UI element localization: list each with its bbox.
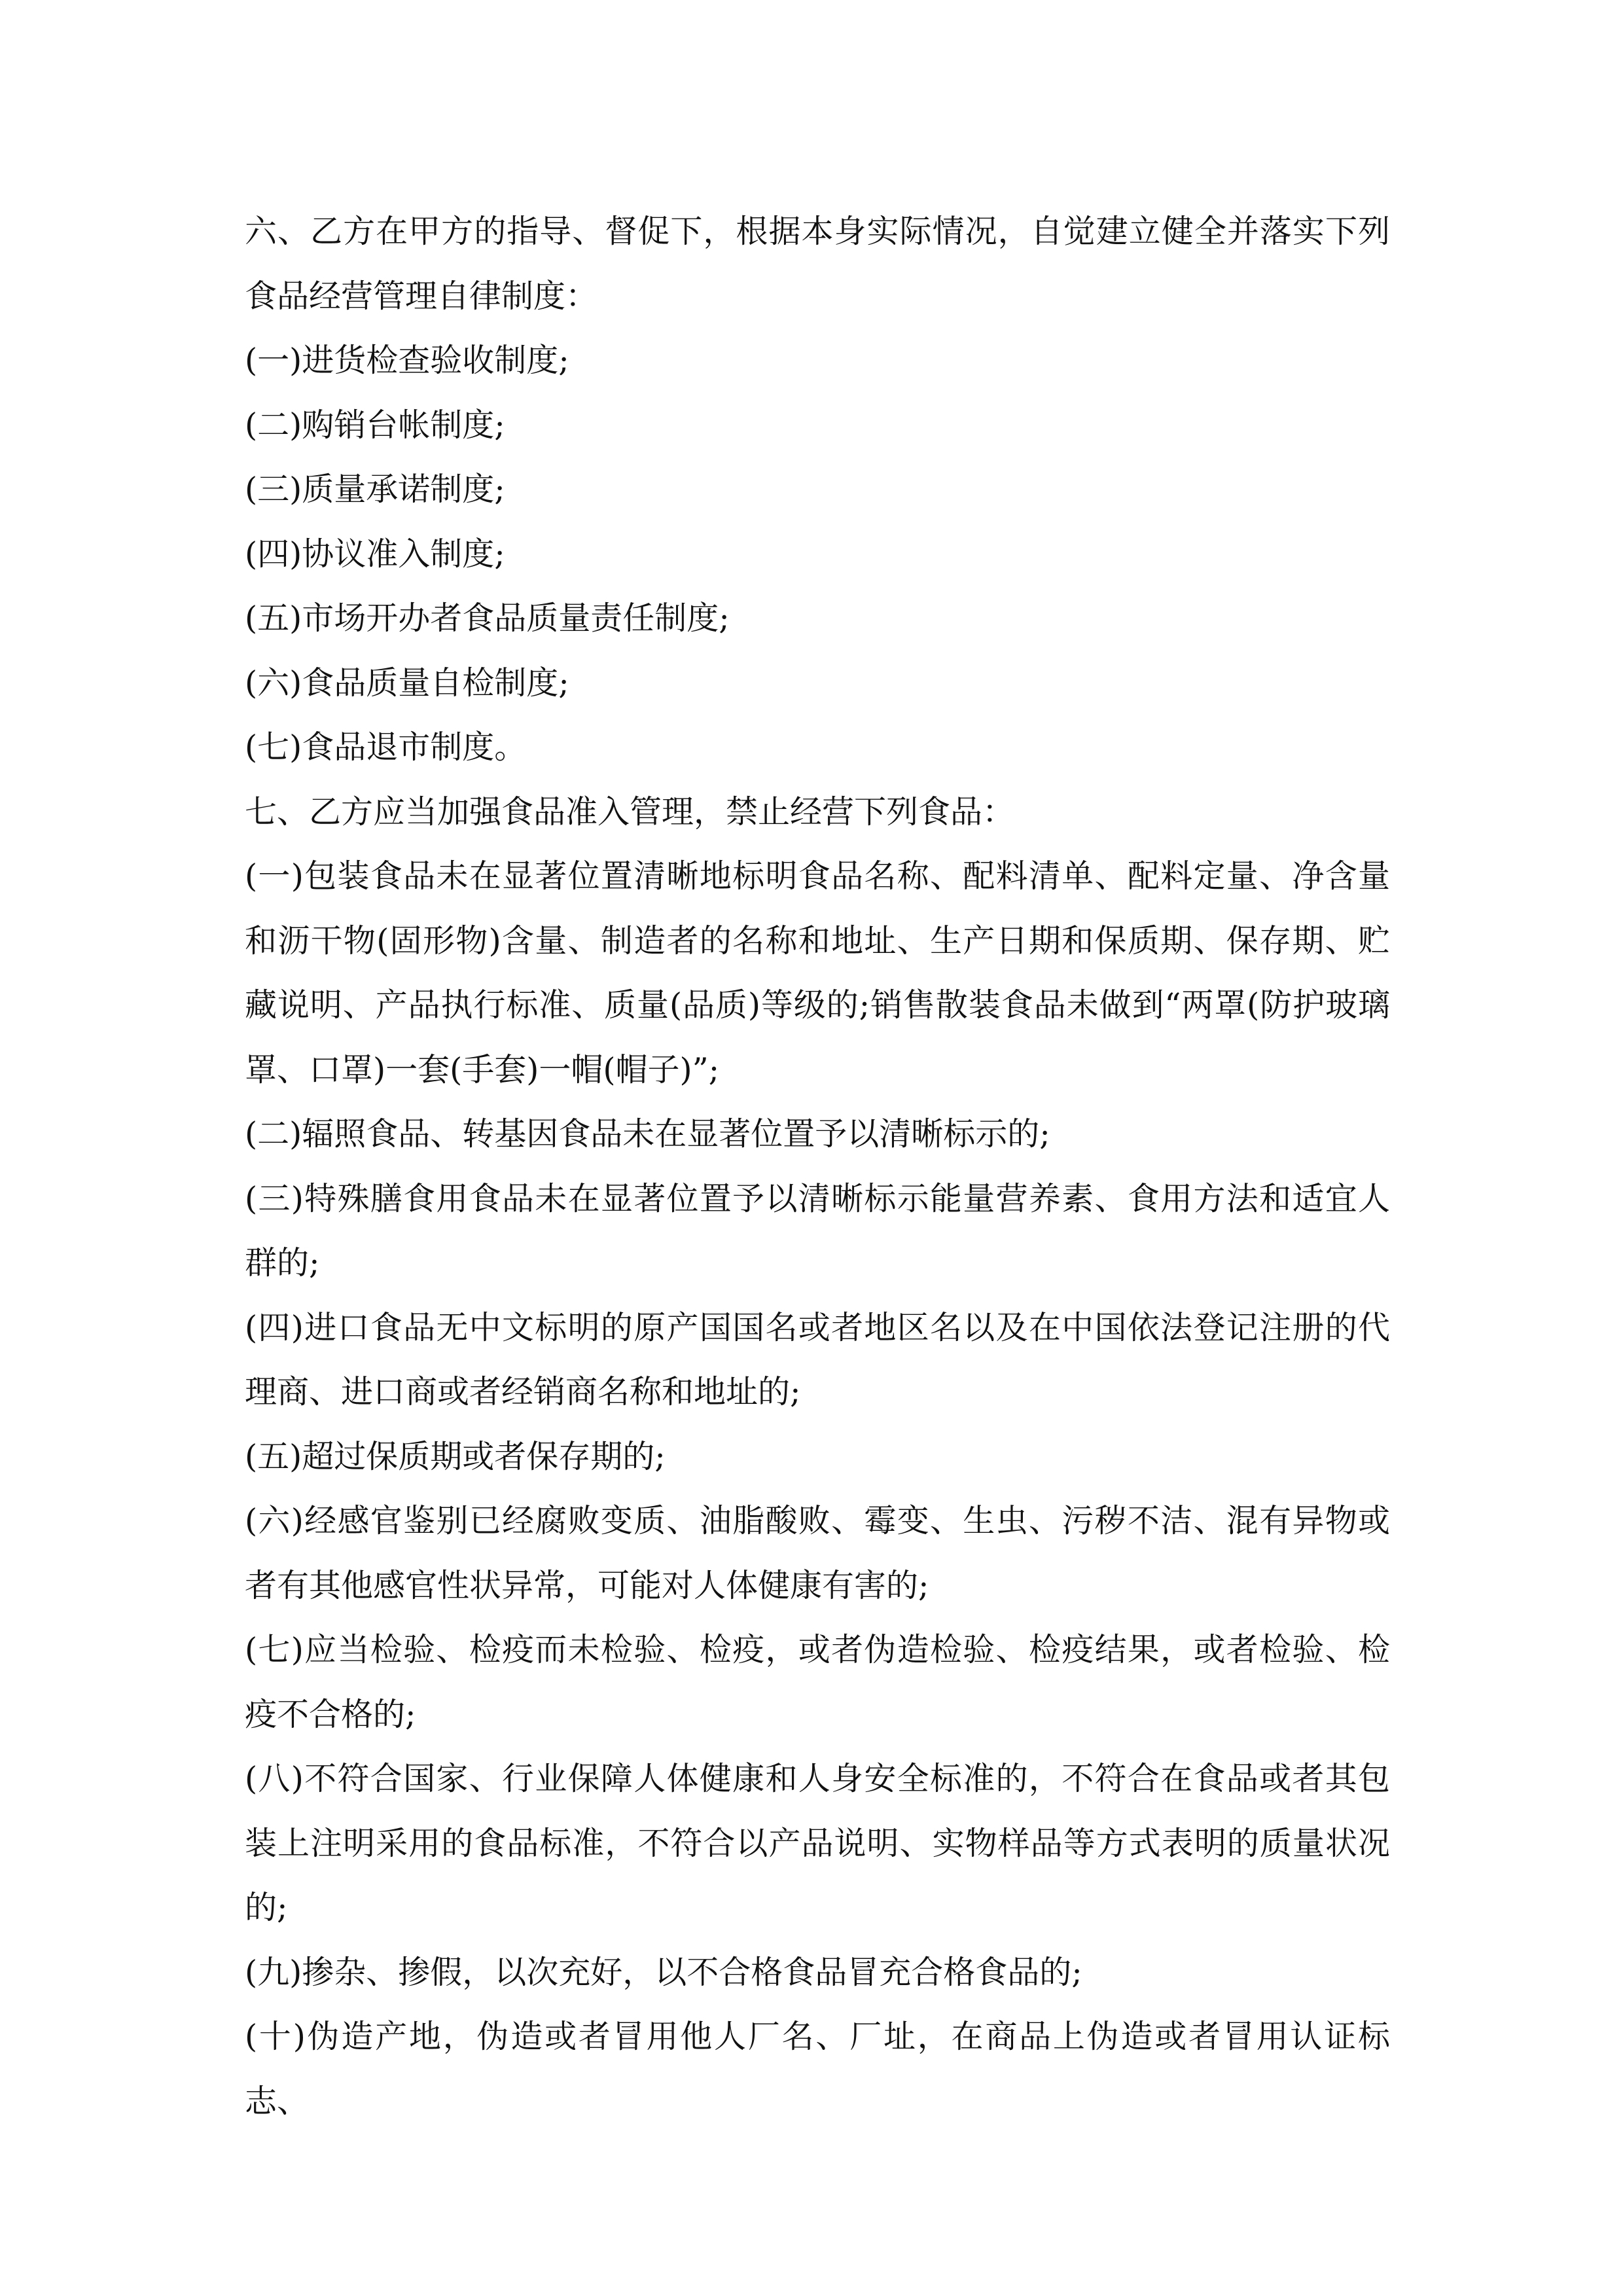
clause-7-item-9: (九)掺杂、掺假，以次充好，以不合格食品冒充合格食品的;: [245, 1953, 1082, 1991]
clause-7-intro: 七、乙方应当加强食品准入管理，禁止经营下列食品：: [245, 793, 1015, 831]
clause-6-item-5: (五)市场开办者食品质量责任制度;: [245, 600, 730, 637]
clause-7-item-8: (八)不符合国家、行业保障人体健康和人身安全标准的，不符合在食品或者其包装上注明采用的食品标准，不符合以产品说明、实物样品等方式表明的质量状况的;: [245, 1760, 1391, 1926]
clause-6-item-4: (四)协议准入制度;: [245, 535, 505, 573]
clause-6-item-2: (二)购销台帐制度;: [245, 406, 505, 444]
clause-7-item-4: (四)进口食品无中文标明的原产国国名或者地区名以及在中国依法登记注册的代理商、进口商或者经销商名称和地址的;: [245, 1308, 1391, 1410]
clause-7-item-10: (十)伪造产地，伪造或者冒用他人厂名、厂址，在商品上伪造或者冒用认证标志、: [245, 2018, 1390, 2120]
clause-7-item-7: (七)应当检验、检疫而未检验、检疫，或者伪造检验、检疫结果，或者检验、检疫不合格的;: [245, 1631, 1391, 1733]
clause-6-intro: 六、乙方在甲方的指导、督促下，根据本身实际情况，自觉建立健全并落实下列食品经营管理自律制度：: [245, 213, 1390, 315]
clause-6-item-7: (七)食品退市制度。: [245, 728, 527, 766]
clause-7-item-2: (二)辐照食品、转基因食品未在显著位置予以清晰标示的;: [245, 1115, 1050, 1153]
clause-6-item-1: (一)进货检查验收制度;: [245, 342, 569, 379]
clause-7-item-6: (六)经感官鉴别已经腐败变质、油脂酸败、霉变、生虫、污秽不洁、混有异物或者有其他感官性状异常，可能对人体健康有害的;: [245, 1502, 1391, 1604]
clause-7-item-5: (五)超过保质期或者保存期的;: [245, 1437, 666, 1475]
document-body: [245, 200, 1390, 2134]
clause-6-item-3: (三)质量承诺制度;: [245, 471, 505, 508]
clause-7-item-1: (一)包装食品未在显著位置清晰地标明食品名称、配料清单、配料定量、净含量和沥干物(固形物)含量、制造者的名称和地址、生产日期和保质期、保存期、贮藏说明、产品执行标准、质量(品质)等级的;销售散装食品未做到“两罩(防护玻璃罩、口罩)一套(手套)一帽(帽子)”;: [245, 857, 1391, 1088]
clause-7-item-3: (三)特殊膳食用食品未在显著位置予以清晰标示能量营养素、食用方法和适宜人群的;: [245, 1179, 1391, 1282]
clause-6-item-6: (六)食品质量自检制度;: [245, 664, 569, 702]
